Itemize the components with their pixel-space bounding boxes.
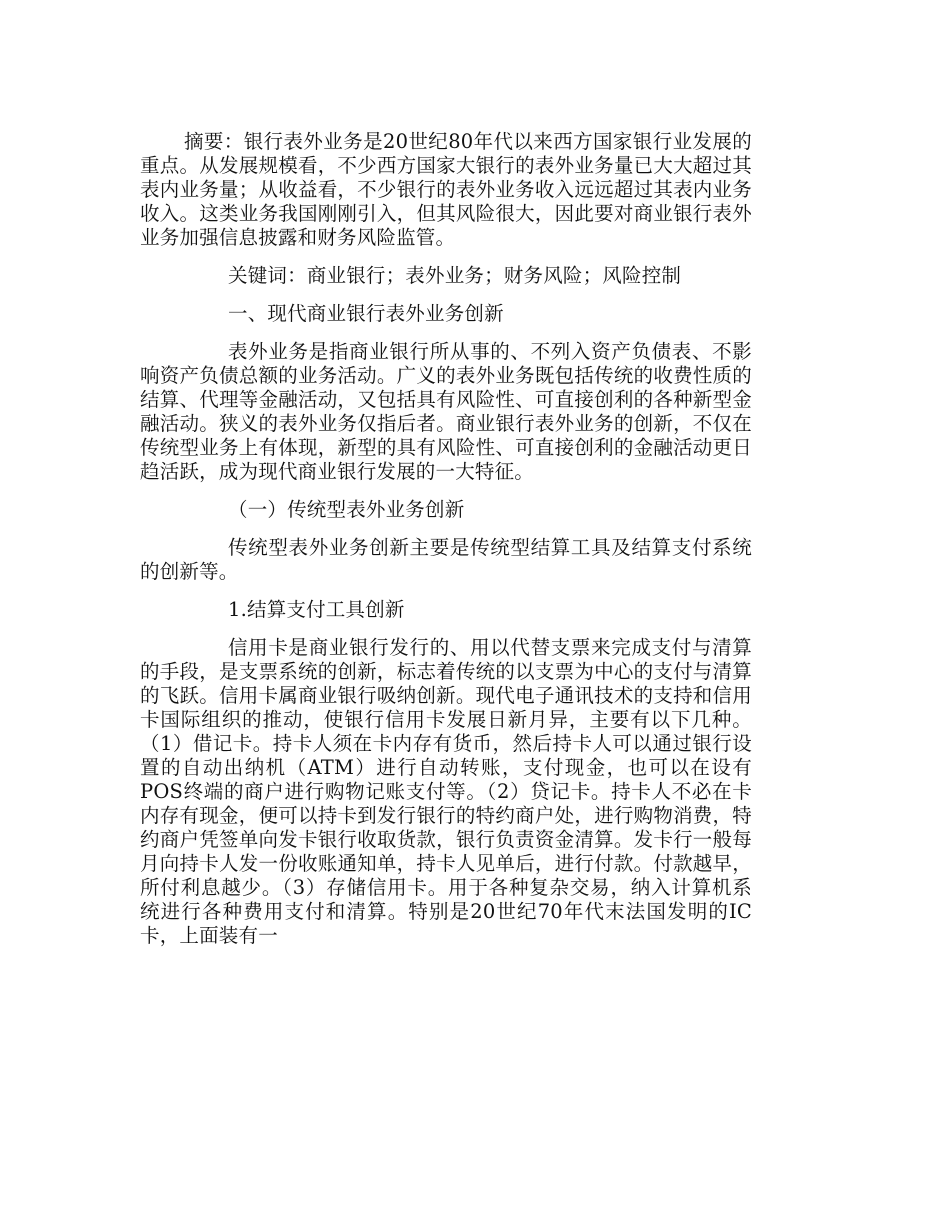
section-paragraph: 表外业务是指商业银行所从事的、不列入资产负债表、不影响资产负债总额的业务活动。广义的表外业务既包括传统的收费性质的结算、代理等金融活动，又包括具有风险性、可直接创利的各种新型金融活动。狭义的表外业务仅指后者。商业银行表外业务的创新，不仅在传统型业务上有体现，新型的具有风险性、可直接创利的金融活动更日趋活跃，成为现代商业银行发展的一大特征。 (140, 340, 752, 483)
item-paragraph: 信用卡是商业银行发行的、用以代替支票来完成支付与清算的手段，是支票系统的创新，标志着传统的以支票为中心的支付与清算的飞跃。信用卡属商业银行吸纳创新。现代电子通讯技术的支持和信用卡国际组织的推动，使银行信用卡发展日新月异，主要有以下几种。（1）借记卡。持卡人须在卡内存有货币，然后持卡人可以通过银行设置的自动出纳机（ATM）进行自动转账，支付现金，也可以在设有POS终端的商户进行购物记账支付等。（2）贷记卡。持卡人不必在卡内存有现金，便可以持卡到发行银行的特约商户处，进行购物消费，特约商户凭签单向发卡银行收取货款，银行负责资金清算。发卡行一般每月向持卡人发一份收账通知单，持卡人见单后，进行付款。付款越早，所付利息越少。（3）存储信用卡。用于各种复杂交易，纳入计算机系统进行各种费用支付和清算。特别是20世纪70年代末法国发明的IC卡，上面装有一 (140, 636, 752, 947)
subsection-heading: （一）传统型表外业务创新 (228, 498, 465, 521)
document-page (140, 130, 752, 962)
item-heading: 1.结算支付工具创新 (228, 598, 405, 621)
keywords-line: 关键词：商业银行；表外业务；财务风险；风险控制 (228, 264, 682, 287)
abstract-paragraph: 摘要：银行表外业务是20世纪80年代以来西方国家银行业发展的重点。从发展规模看，不少西方国家大银行的表外业务量已大大超过其表内业务量；从收益看，不少银行的表外业务收入远远超过其表内业务收入。这类业务我国刚刚引入，但其风险很大，因此要对商业银行表外业务加强信息披露和财务风险监管。 (140, 130, 752, 249)
subsection-paragraph: 传统型表外业务创新主要是传统型结算工具及结算支付系统的创新等。 (140, 536, 752, 583)
section-heading: 一、现代商业银行表外业务创新 (228, 302, 504, 325)
